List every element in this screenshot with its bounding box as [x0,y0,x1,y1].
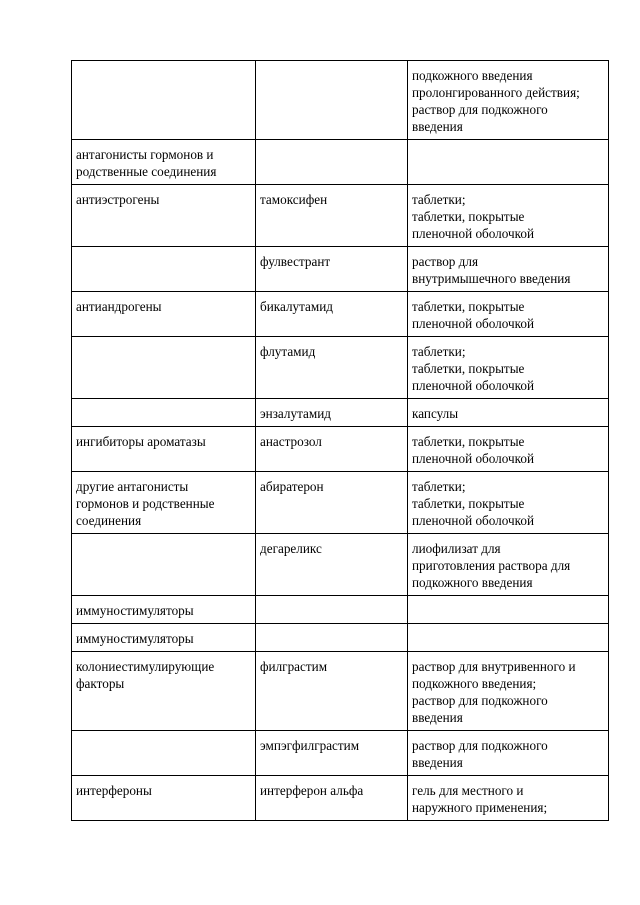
group-text: иммуностимуляторы [76,631,194,646]
drug-cell [256,427,408,472]
drug-cell [256,292,408,337]
table-row [72,185,609,247]
drug-cell [256,185,408,247]
table-row [72,140,609,185]
form-cell [408,624,609,652]
form-cell [408,731,609,776]
drug-cell [256,534,408,596]
drug-text: фулвестрант [260,254,331,269]
form-cell [408,427,609,472]
group-text: антиэстрогены [76,192,160,207]
group-cell [72,61,256,140]
drug-cell [256,337,408,399]
form-text: таблетки, покрытые пленочной оболочкой [412,434,535,466]
drug-text: эмпэгфилграстим [260,738,360,753]
form-cell [408,292,609,337]
group-cell [72,776,256,821]
drug-text: бикалутамид [260,299,334,314]
group-text: колониестимулирующие факторы [76,659,215,691]
group-cell [72,337,256,399]
form-text: раствор для внутривенного и подкожного введения; раствор для подкожного введения [412,659,576,725]
table-row [72,596,609,624]
drug-text: флутамид [260,344,316,359]
drug-cell [256,61,408,140]
form-text: таблетки; таблетки, покрытые пленочной оболочкой [412,344,535,393]
group-cell [72,140,256,185]
table-row [72,247,609,292]
form-text: лиофилизат для приготовления раствора для подкожного введения [412,541,571,590]
form-text: таблетки; таблетки, покрытые пленочной оболочкой [412,192,535,241]
form-cell [408,472,609,534]
drug-cell [256,731,408,776]
group-text: интерфероны [76,783,152,798]
drug-text: энзалутамид [260,406,331,421]
group-cell [72,596,256,624]
group-cell [72,247,256,292]
form-text: подкожного введения пролонгированного действия; раствор для подкожного введения [412,68,580,134]
drug-table [71,60,609,821]
form-text: гель для местного и наружного применения; [412,783,548,815]
group-text: антиандрогены [76,299,162,314]
table-row [72,652,609,731]
table-row [72,337,609,399]
form-cell [408,185,609,247]
drug-cell [256,596,408,624]
drug-text: дегареликс [260,541,322,556]
form-cell [408,652,609,731]
drug-text: тамоксифен [260,192,328,207]
table-row [72,61,609,140]
table-row [72,624,609,652]
form-cell [408,61,609,140]
group-cell [72,472,256,534]
form-text: таблетки, покрытые пленочной оболочкой [412,299,535,331]
form-text: раствор для подкожного введения [412,738,548,770]
group-text: иммуностимуляторы [76,603,194,618]
table-row [72,399,609,427]
group-cell [72,292,256,337]
form-cell [408,399,609,427]
form-text: таблетки; таблетки, покрытые пленочной оболочкой [412,479,535,528]
group-cell [72,534,256,596]
group-cell [72,624,256,652]
drug-cell [256,399,408,427]
drug-text: филграстим [260,659,328,674]
group-cell [72,399,256,427]
table-row [72,292,609,337]
table-row [72,427,609,472]
table-row [72,472,609,534]
group-cell [72,652,256,731]
table-row [72,534,609,596]
drug-text: интерферон альфа [260,783,364,798]
form-text: раствор для внутримышечного введения [412,254,571,286]
group-cell [72,427,256,472]
table-row [72,776,609,821]
drug-cell [256,140,408,185]
drug-cell [256,776,408,821]
form-cell [408,337,609,399]
group-text: ингибиторы ароматазы [76,434,206,449]
form-cell [408,776,609,821]
drug-text: абиратерон [260,479,324,494]
form-cell [408,247,609,292]
group-text: антагонисты гормонов и родственные соединения [76,147,217,179]
table-body [72,61,609,821]
form-text: капсулы [412,406,459,421]
form-cell [408,534,609,596]
drug-cell [256,472,408,534]
group-cell [72,731,256,776]
group-cell [72,185,256,247]
drug-cell [256,624,408,652]
drug-cell [256,247,408,292]
group-text: другие антагонисты гормонов и родственные соединения [76,479,215,528]
form-cell [408,596,609,624]
form-cell [408,140,609,185]
drug-cell [256,652,408,731]
drug-text: анастрозол [260,434,322,449]
table-row [72,731,609,776]
